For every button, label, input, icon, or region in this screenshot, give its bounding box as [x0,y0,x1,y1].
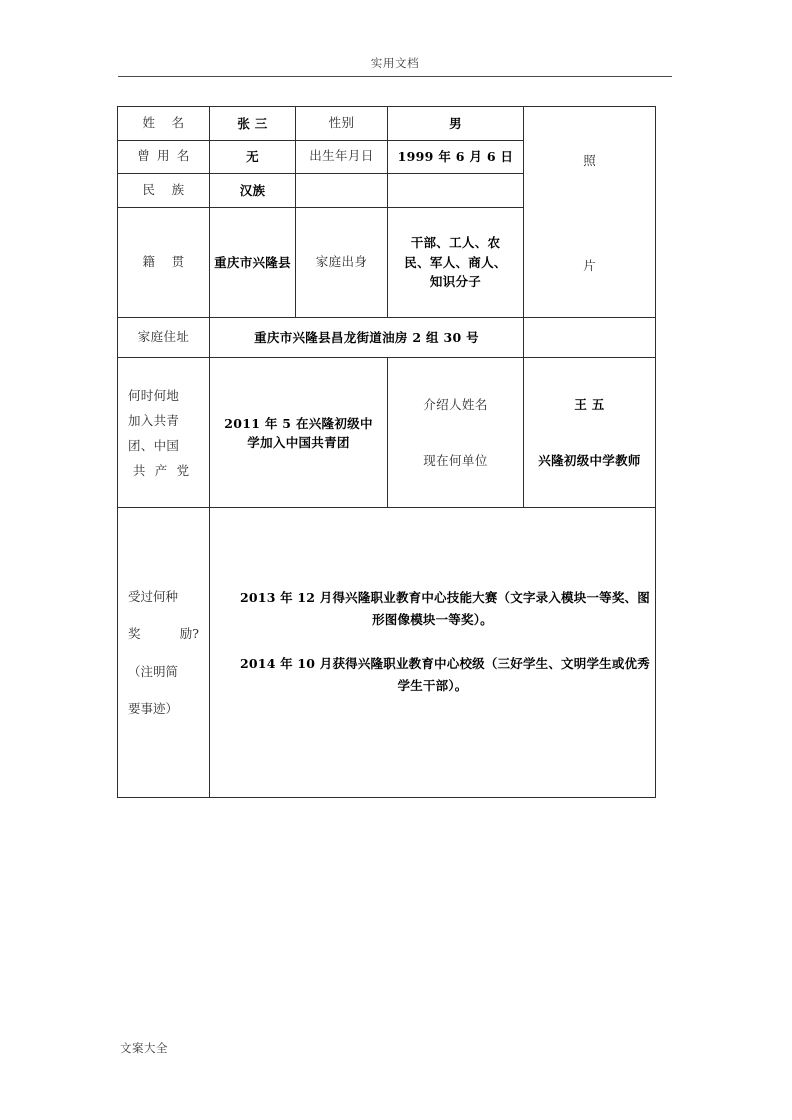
name-label-char2: 名 [171,114,185,130]
awards-label-line4: 要事迹） [128,701,179,717]
home-address-label: 家庭住址 [137,329,190,345]
cell-introducer-values [524,358,656,508]
native-place-value: 重庆市兴隆县 [214,254,291,270]
cell-family-origin-value [388,207,524,317]
birth-date-value: 1999 年 6 月 6 日 [397,149,514,165]
former-name-label-char1: 曾 [137,148,151,164]
family-origin-label: 家庭出身 [315,253,368,269]
cell-former-name-label [118,140,210,174]
current-unit-value: 兴隆初级中学教师 [538,453,641,469]
awards-paragraph-2: 2014 年 10 月获得兴隆职业教育中心校级（三好学生、文明学生或优秀学生干部）。 [240,655,650,693]
page-header [118,52,672,77]
table-row-name [118,107,656,141]
cell-gender-label [296,107,388,141]
photo-label-line1: 照 [583,152,596,168]
party-join-label-line1: 何时何地 [128,387,180,403]
cell-ethnicity-value [210,174,296,208]
cell-awards-body [210,508,656,798]
cell-native-place-label [118,207,210,317]
cell-birth-date-label [296,140,388,174]
family-origin-value: 干部、工人、农民、军人、商人、知识分子 [404,235,507,289]
page-header-rule [118,76,672,77]
awards-label-line3: （注明简 [128,663,179,679]
native-place-label-char2: 贯 [171,253,185,269]
name-value: 张 三 [237,115,268,131]
photo-placeholder [524,107,655,317]
cell-native-place-value [210,207,296,317]
party-join-label [118,379,209,487]
awards-label-line2-a: 奖 [128,626,141,642]
native-place-label-char1: 籍 [142,253,156,269]
cell-name-label [118,107,210,141]
party-join-label-line4: 共产党 [132,462,199,478]
cell-home-address-label [118,318,210,358]
gender-value: 男 [449,115,462,131]
cell-ethnicity-blank-1 [296,174,388,208]
cell-party-join-label [118,358,210,508]
awards-label-line2 [126,615,201,653]
awards-label [118,578,209,728]
cell-photo-bottom [524,318,656,358]
cell-party-join-value [210,358,388,508]
cell-name-value [210,107,296,141]
awards-label-line1: 受过何种 [128,588,179,604]
party-join-value: 2011 年 5 在兴隆初级中学加入中国共青团 [224,415,373,450]
cell-family-origin-label [296,207,388,317]
cell-awards-label [118,508,210,798]
form-table [117,106,656,798]
former-name-label-char3: 名 [176,148,190,164]
cell-ethnicity-blank-2 [388,174,524,208]
introducer-value-stack [524,371,655,495]
ethnicity-label-char2: 族 [171,181,185,197]
page-footer-text: 文案大全 [120,1041,168,1055]
introducer-label-stack [388,371,523,495]
cell-birth-date-value [388,140,524,174]
cell-ethnicity-label [118,174,210,208]
ethnicity-label-char1: 民 [142,181,156,197]
cell-introducer-labels [388,358,524,508]
personnel-form [117,106,655,798]
cell-home-address-value [210,318,524,358]
introducer-label: 介绍人姓名 [423,396,488,412]
ethnicity-value: 汉族 [239,182,266,198]
awards-paragraph-1: 2013 年 12 月得兴隆职业教育中心技能大赛（文字录入模块一等奖、图形图像模块一等奖）。 [240,590,650,627]
awards-label-line2-b: 励? [179,626,199,642]
cell-former-name-value [210,140,296,174]
former-name-label-char2: 用 [157,148,170,164]
home-address-value: 重庆市兴隆县昌龙街道油房 2 组 30 号 [254,330,479,345]
introducer-value: 王 五 [574,397,605,413]
cell-gender-value [388,107,524,141]
page-header-text: 实用文档 [370,56,420,70]
gender-label: 性别 [328,114,355,130]
party-join-label-line3: 团、中国 [128,437,180,453]
table-row-party-membership [118,358,656,508]
birth-date-label: 出生年月日 [309,148,374,164]
current-unit-label: 现在何单位 [423,452,488,468]
party-join-label-line2: 加入共青 [128,412,180,428]
cell-photo [524,107,656,318]
former-name-value: 无 [246,149,259,165]
page-footer [120,1040,168,1056]
name-label-char1: 姓 [142,114,156,130]
table-row-home-address [118,318,656,358]
ethnicity-blank-2 [388,181,523,200]
table-row-awards [118,508,656,798]
ethnicity-blank-1 [296,181,387,200]
photo-label-line2: 片 [583,257,596,273]
